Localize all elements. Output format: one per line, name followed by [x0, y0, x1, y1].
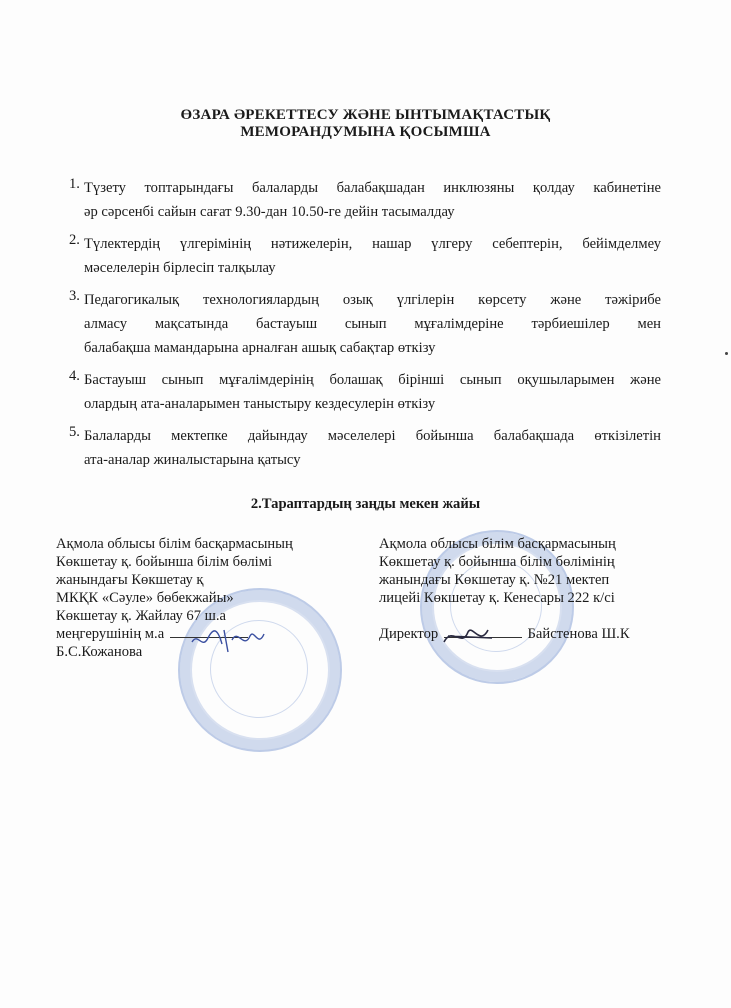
- list-item-line: олардың ата-аналарымен таныстыру кездесулерін өткізу: [84, 396, 436, 412]
- right-party-line: лицейі Көкшетау қ. Кенесары 222 к/сі: [379, 590, 615, 606]
- list-item: [56, 288, 661, 360]
- list-item-line: Түлектердің үлгерімінің нәтижелерін, нашар үлгеру себептерін, бейімделмеу: [84, 236, 661, 252]
- list-item-number: 5.: [69, 424, 80, 440]
- scan-speck: [725, 352, 728, 355]
- left-party-line: жанындағы Көкшетау қ: [56, 572, 204, 588]
- left-party-line: Көкшетау қ. бойынша білім бөлімі: [56, 554, 273, 570]
- document-title: [0, 107, 731, 141]
- list-item: [56, 424, 661, 472]
- right-party-director-label: Директор: [379, 626, 439, 642]
- left-signature-line: [170, 625, 248, 638]
- left-party-address: [56, 535, 356, 661]
- title-line-2: МЕМОРАНДУМЫНА ҚОСЫМША: [240, 124, 491, 140]
- list-item-number: 4.: [69, 368, 80, 384]
- left-party-line: МКҚК «Сәуле» бөбекжайы»: [56, 590, 234, 606]
- list-item-line: Бастауыш сынып мұғалімдерінің болашақ бірінші сынып оқушыларымен және: [84, 372, 661, 388]
- left-party-signature-row: [56, 625, 356, 643]
- left-party-line: Ақмола облысы білім басқармасының: [56, 536, 293, 552]
- list-item: [56, 232, 661, 280]
- right-party-line: Көкшетау қ. бойынша білім бөлімінің: [379, 554, 615, 570]
- list-item-line: ата-аналар жиналыстарына қатысу: [84, 452, 301, 468]
- left-party-line: Көкшетау қ. Жайлау 67 ш.а: [56, 608, 227, 624]
- agreement-items-list: [56, 176, 661, 480]
- list-item-line: Түзету топтарындағы балаларды балабақшадан инклюзяны қолдау кабинетіне: [84, 180, 661, 196]
- section-title-legal-addresses: 2.Тараптардың заңды мекен жайы: [250, 496, 481, 512]
- right-signature-line: [444, 625, 522, 638]
- list-item-line: балабақша мамандарына арналған ашық сабақтар өткізу: [84, 340, 436, 356]
- list-item-number: 3.: [69, 288, 80, 304]
- list-item-line: әр сәрсенбі сайын сағат 9.30-дан 10.50-ге дейін тасымалдау: [84, 204, 455, 220]
- right-party-signature-row: [379, 625, 699, 643]
- list-item-number: 2.: [69, 232, 80, 248]
- title-line-1: ӨЗАРА ӘРЕКЕТТЕСУ ЖӘНЕ ЫНТЫМАҚТАСТЫҚ: [180, 107, 551, 123]
- right-party-line: жанындағы Көкшетау қ. №21 мектеп: [379, 572, 610, 588]
- right-party-address: [379, 535, 699, 643]
- right-party-director-name: Байстенова Ш.К: [527, 626, 630, 642]
- left-party-head-label: меңгерушінің м.а: [56, 626, 165, 642]
- left-party-head-name: Б.С.Кожанова: [56, 644, 143, 660]
- list-item-line: алмасу мақсатында бастауыш сынып мұғалімдеріне тәрбиешілер мен: [84, 316, 661, 332]
- list-item-number: 1.: [69, 176, 80, 192]
- right-party-line: Ақмола облысы білім басқармасының: [379, 536, 616, 552]
- list-item-line: Педагогикалық технологиялардың озық үлгілерін көрсету және тәжірибе: [84, 292, 661, 308]
- list-item: [56, 176, 661, 224]
- list-item: [56, 368, 661, 416]
- list-item-line: Балаларды мектепке дайындау мәселелері бойынша балабақшада өткізілетін: [84, 428, 661, 444]
- list-item-line: мәселелерін бірлесіп талқылау: [84, 260, 276, 276]
